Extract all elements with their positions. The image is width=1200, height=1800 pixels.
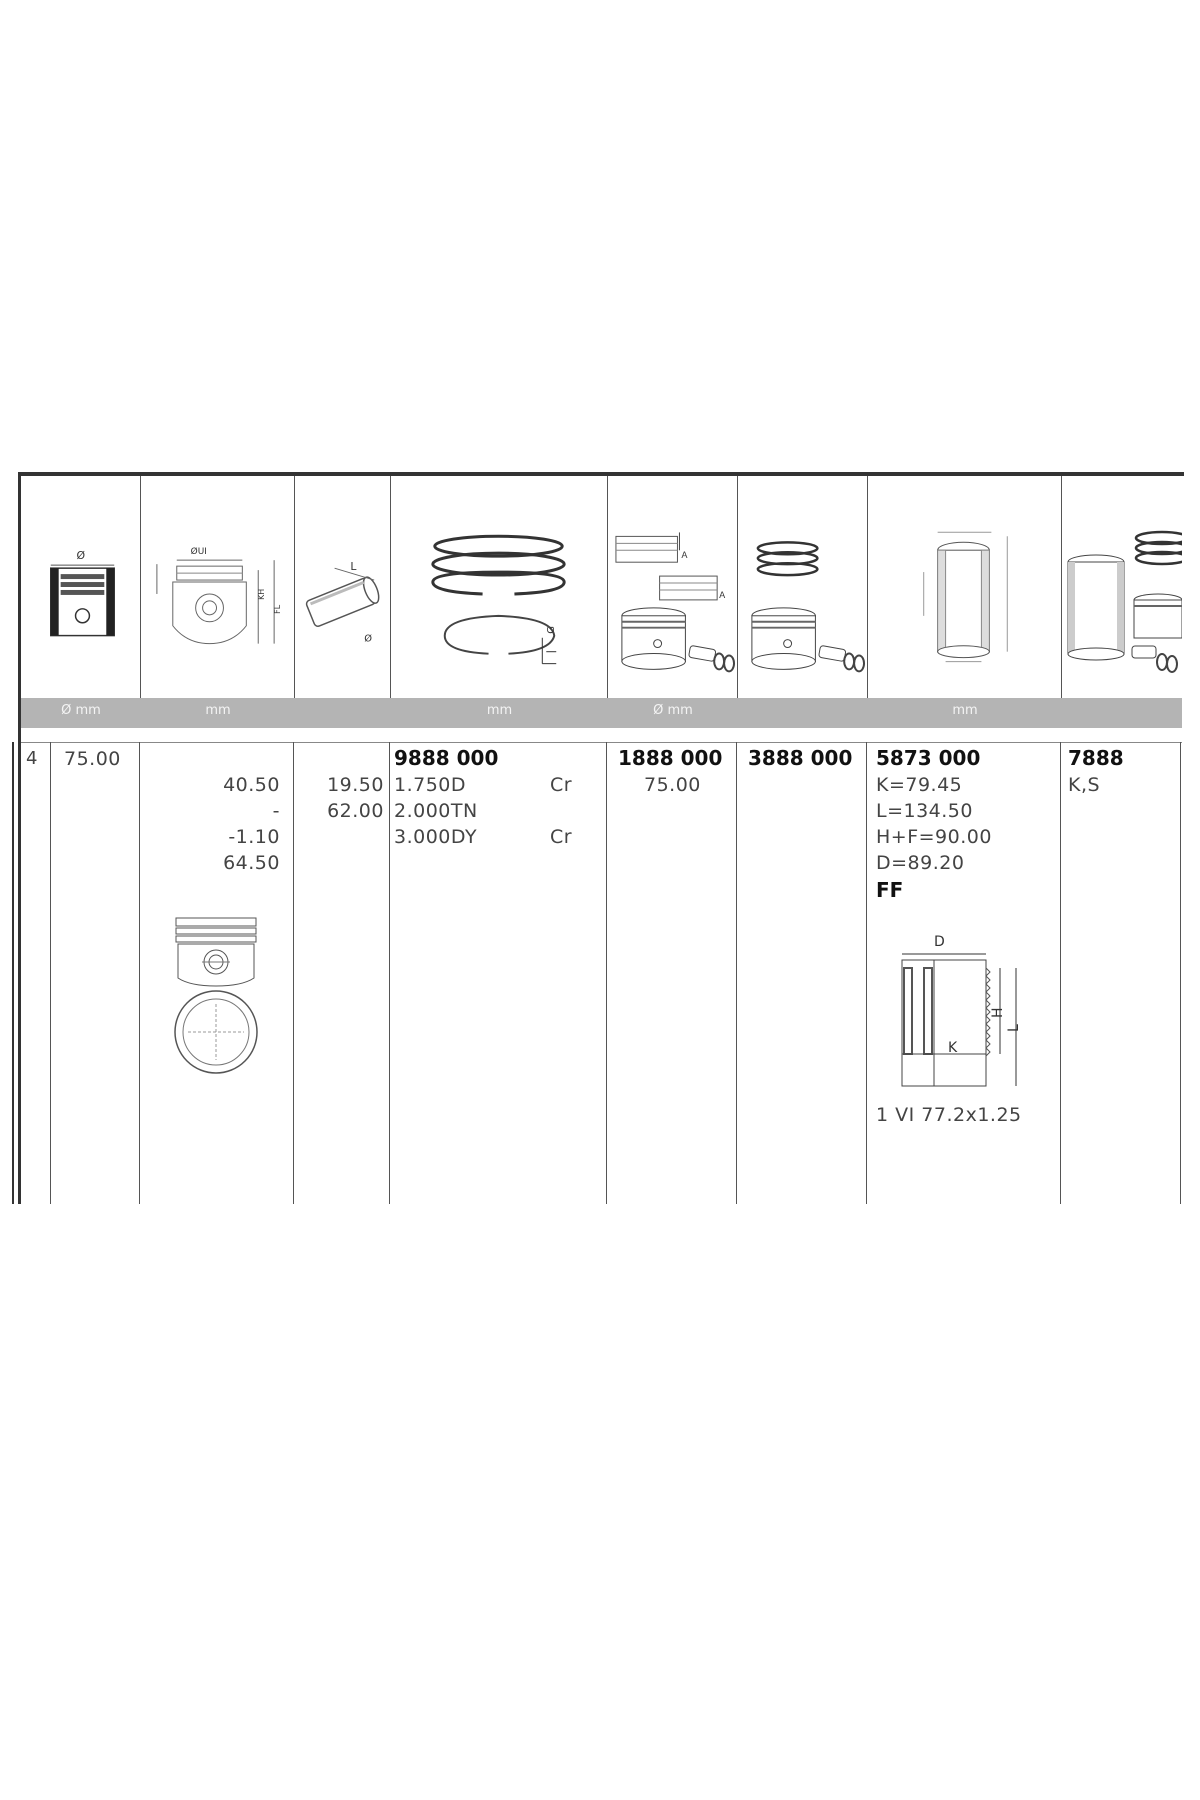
piston-dim-value: -1.10	[228, 826, 280, 848]
liner-seal: 1 VI 77.2x1.25	[876, 1104, 1022, 1126]
piston-pin-header	[295, 476, 391, 698]
unit-piston-diameter: Ø mm	[61, 703, 101, 718]
ring-size: 1.750D	[394, 774, 467, 796]
unit-piston-dimensions: mm	[205, 703, 231, 718]
unit-liner: mm	[952, 703, 978, 718]
col-divider	[293, 742, 294, 1204]
ring-size: 2.000TN	[394, 800, 478, 822]
svg-text:FL: FL	[273, 604, 283, 614]
piston-dim-value: -	[272, 800, 280, 822]
piston-dimensions-icon	[141, 476, 294, 698]
ring-kit-part-number: 3888 000	[748, 746, 853, 770]
piston-dim-value: 64.50	[223, 852, 280, 874]
col-divider	[866, 742, 867, 1204]
piston-diameter-header	[21, 476, 141, 698]
piston-diameter-icon	[21, 476, 140, 698]
svg-text:D: D	[934, 934, 945, 950]
col-divider	[139, 742, 140, 1204]
col-divider	[1180, 742, 1181, 1204]
piston-diameter-value: 75.00	[64, 748, 121, 770]
pin-dim-value: 62.00	[327, 800, 384, 822]
piston-rings-header	[391, 476, 608, 698]
unit-piston-kit: Ø mm	[653, 703, 693, 718]
piston-rings-icon	[391, 476, 607, 698]
liner-dim: H+F=90.00	[876, 826, 992, 848]
col-divider	[389, 742, 390, 1204]
ring-coating: Cr	[550, 826, 573, 848]
pin-dim-value: 19.50	[327, 774, 384, 796]
liner-type: FF	[876, 878, 904, 902]
piston-ring-kit-header	[738, 476, 868, 698]
row-top-border	[21, 742, 1182, 743]
full-kit-part-number: 7888	[1068, 746, 1124, 770]
svg-text:Ø: Ø	[364, 633, 373, 645]
full-kit-icon	[1062, 476, 1182, 698]
col-divider	[50, 742, 51, 1204]
col-divider	[606, 742, 607, 1204]
ring-coating: Cr	[550, 774, 573, 796]
piston-dimensions-header	[141, 476, 295, 698]
cylinder-liner-icon	[868, 476, 1061, 698]
svg-text:KH: KH	[257, 588, 267, 600]
svg-text:A: A	[719, 590, 726, 601]
svg-text:Ø: Ø	[76, 549, 86, 563]
svg-text:A: A	[681, 551, 688, 562]
cylinder-liner-header	[868, 476, 1062, 698]
col-divider	[736, 742, 737, 1204]
piston-kit-diameter: 75.00	[644, 774, 701, 796]
col-divider	[1060, 742, 1061, 1204]
unit-bar	[21, 698, 1182, 728]
unit-rings: mm	[486, 703, 513, 718]
svg-text:H: H	[990, 1007, 1006, 1018]
piston-kit-icon	[608, 476, 737, 698]
svg-text:G: G	[546, 626, 558, 634]
liner-dim: K=79.45	[876, 774, 963, 796]
piston-kit-part-number: 1888 000	[618, 746, 723, 770]
svg-text:L: L	[1006, 1024, 1022, 1032]
svg-text:L: L	[350, 560, 357, 574]
table-left-border-outer	[12, 742, 14, 1204]
piston-ring-kit-icon	[738, 476, 867, 698]
svg-text:ØUI: ØUI	[190, 547, 207, 558]
full-kit-note: K,S	[1068, 774, 1101, 796]
full-kit-header	[1062, 476, 1182, 698]
ring-size: 3.000DY	[394, 826, 478, 848]
piston-drawing-icon	[166, 914, 266, 1080]
rings-part-number: 9888 000	[394, 746, 499, 770]
liner-dim: D=89.20	[876, 852, 965, 874]
liner-part-number: 5873 000	[876, 746, 981, 770]
liner-dim: L=134.50	[876, 800, 973, 822]
cylinder-count: 4	[26, 748, 38, 769]
svg-text:K: K	[948, 1040, 958, 1056]
piston-pin-icon	[295, 476, 390, 698]
piston-dim-value: 40.50	[223, 774, 280, 796]
liner-drawing-icon	[890, 928, 1030, 1098]
piston-kit-header	[608, 476, 738, 698]
